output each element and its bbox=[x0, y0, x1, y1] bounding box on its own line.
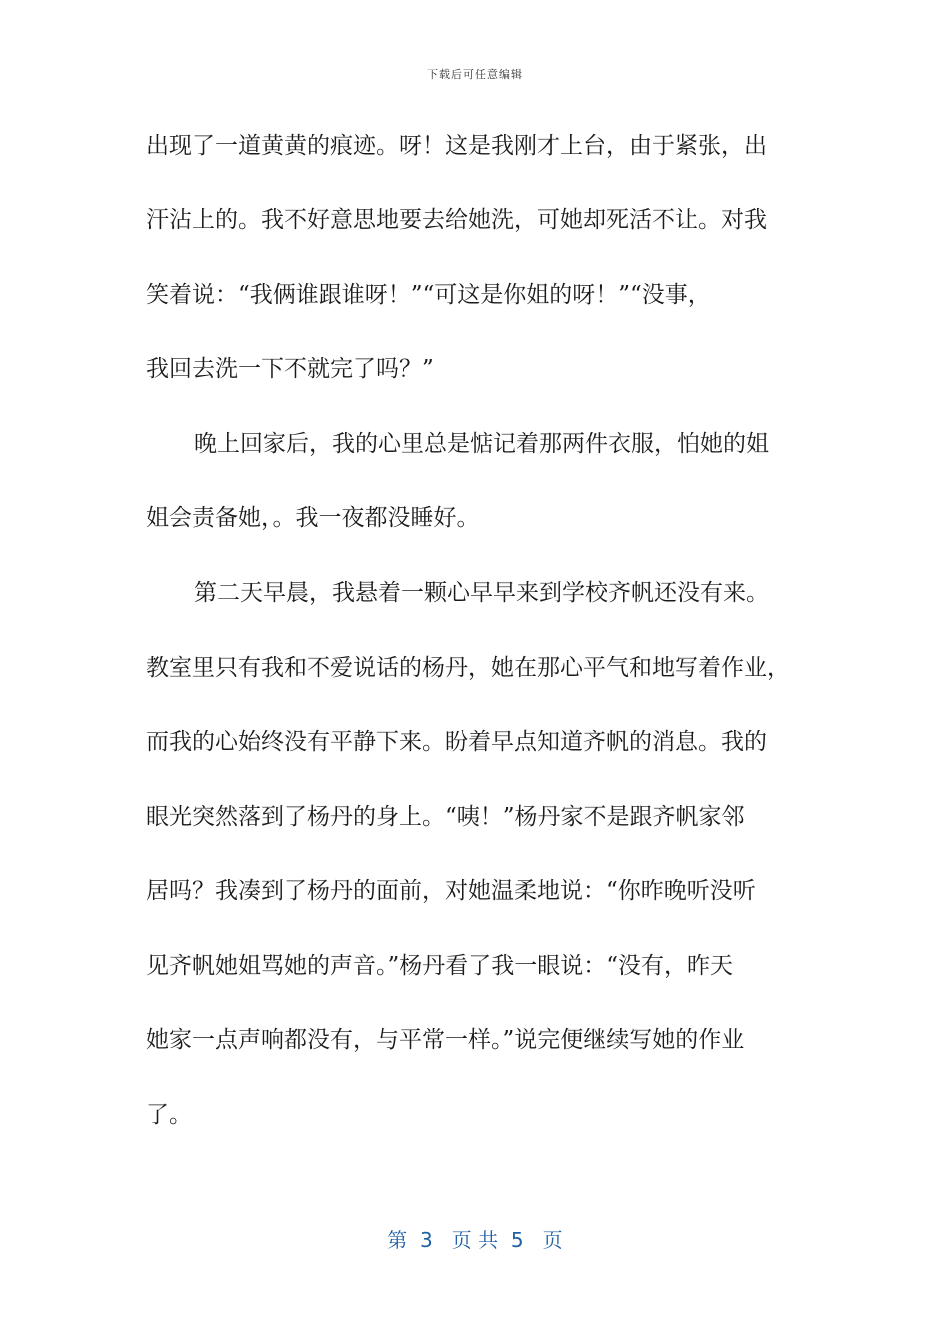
text-line: 晚上回家后，我的心里总是惦记着那两件衣服，怕她的姐 bbox=[194, 431, 769, 457]
text-line: 她家一点声响都没有，与平常一样。”说完便继续写她的作业 bbox=[146, 1027, 745, 1053]
text-line: 教室里只有我和不爱说话的杨丹，她在那心平气和地写着作业， bbox=[146, 655, 790, 681]
text-line: 我回去洗一下不就完了吗？” bbox=[146, 356, 434, 382]
text-line: 了。 bbox=[146, 1102, 192, 1128]
page-number-footer: 第 3 页 共 5 页 bbox=[387, 1228, 563, 1252]
text-line: 眼光突然落到了杨丹的身上。“咦！”杨丹家不是跟齐帆家邻 bbox=[146, 804, 745, 830]
page-header: 下载后可任意编辑 bbox=[427, 68, 523, 81]
text-line: 见齐帆她姐骂她的声音。”杨丹看了我一眼说：“没有，昨天 bbox=[146, 953, 734, 979]
text-line: 汗沾上的。我不好意思地要去给她洗，可她却死活不让。对我 bbox=[146, 207, 767, 233]
text-line: 居吗？我凑到了杨丹的面前，对她温柔地说：“你昨晚听没听 bbox=[146, 878, 756, 904]
text-line: 笑着说：“我俩谁跟谁呀！”“可这是你姐的呀！”“没事， bbox=[146, 282, 711, 308]
text-line: 姐会责备她，。我一夜都没睡好。 bbox=[146, 505, 480, 531]
text-line: 出现了一道黄黄的痕迹。呀！这是我刚才上台，由于紧张，出 bbox=[146, 133, 767, 159]
text-line: 第二天早晨，我悬着一颗心早早来到学校齐帆还没有来。 bbox=[194, 580, 769, 606]
text-line: 而我的心始终没有平静下来。盼着早点知道齐帆的消息。我的 bbox=[146, 729, 767, 755]
